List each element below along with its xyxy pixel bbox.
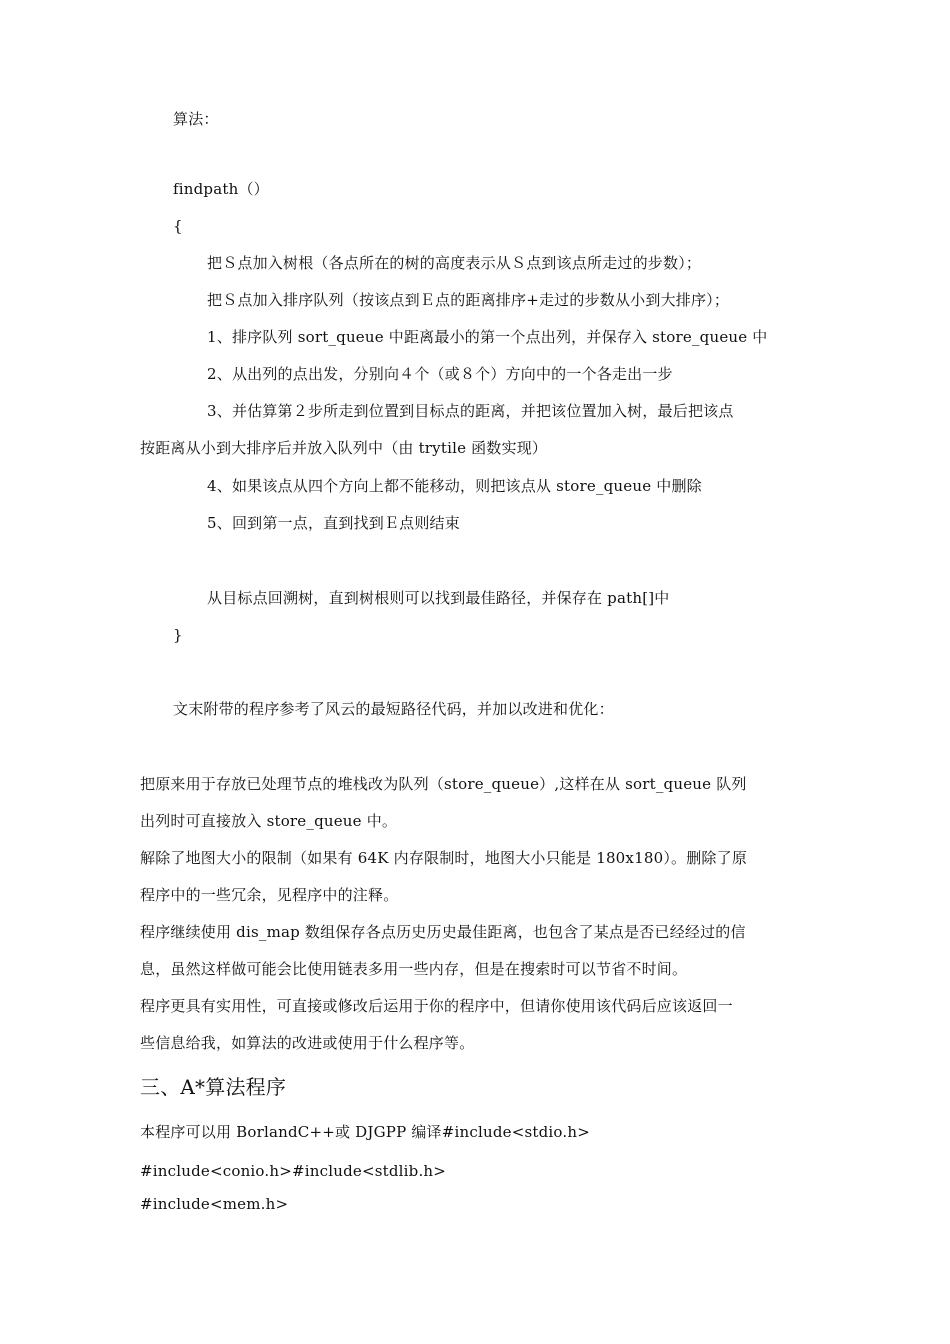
include-line-2: #include<mem.h> xyxy=(140,1195,289,1213)
paragraph-2-line-2: 程序中的一些冗余，见程序中的注释。 xyxy=(140,886,399,904)
include-line-1: #include<conio.h>#include<stdlib.h> xyxy=(140,1162,447,1180)
paragraph-1-line-2: 出列时可直接放入 store_queue 中。 xyxy=(140,812,398,830)
step-5: 5、回到第一点，直到找到Ｅ点则结束 xyxy=(207,514,460,532)
step-add-root: 把Ｓ点加入树根（各点所在的树的高度表示从Ｓ点到该点所走过的步数）； xyxy=(207,254,702,272)
paragraph-4-line-2: 些信息给我，如算法的改进或使用于什么程序等。 xyxy=(140,1034,475,1052)
section-heading: 三、A*算法程序 xyxy=(140,1075,287,1099)
open-brace: { xyxy=(173,217,183,235)
backtrack-step: 从目标点回溯树，直到树根则可以找到最佳路径，并保存在 path[]中 xyxy=(207,589,670,607)
paragraph-3-line-1: 程序继续使用 dis_map 数组保存各点历史历史最佳距离，也包含了某点是否已经经过的信 xyxy=(140,923,746,941)
paragraph-4-line-1: 程序更具有实用性，可直接或修改后运用于你的程序中，但请你使用该代码后应该返回一 xyxy=(140,997,733,1015)
reference-note: 文末附带的程序参考了风云的最短路径代码，并加以改进和优化： xyxy=(173,700,614,718)
compile-note: 本程序可以用 BorlandC++或 DJGPP 编译#include<stdio.h> xyxy=(140,1123,590,1141)
paragraph-2-line-1: 解除了地图大小的限制（如果有 64K 内存限制时，地图大小只能是 180x180）。删除了原 xyxy=(140,849,748,867)
step-1: 1、排序队列 sort_queue 中距离最小的第一个点出列，并保存入 store_queue 中 xyxy=(207,328,768,346)
step-3-line-1: 3、并估算第２步所走到位置到目标点的距离，并把该位置加入树，最后把该点 xyxy=(207,402,734,420)
step-3-line-2: 按距离从小到大排序后并放入队列中（由 trytile 函数实现） xyxy=(140,439,548,457)
paragraph-3-line-2: 息，虽然这样做可能会比使用链表多用一些内存，但是在搜索时可以节省不时间。 xyxy=(140,960,688,978)
paragraph-1-line-1: 把原来用于存放已处理节点的堆栈改为队列（store_queue）,这样在从 sort_queue 队列 xyxy=(140,775,747,793)
step-add-sort-queue: 把Ｓ点加入排序队列（按该点到Ｅ点的距离排序+走过的步数从小到大排序）； xyxy=(207,291,730,309)
function-signature: findpath（） xyxy=(173,180,269,198)
algorithm-label: 算法： xyxy=(173,110,219,128)
step-2: 2、从出列的点出发，分别向４个（或８个）方向中的一个各走出一步 xyxy=(207,365,673,383)
close-brace: } xyxy=(173,626,183,644)
step-4: 4、如果该点从四个方向上都不能移动，则把该点从 store_queue 中删除 xyxy=(207,477,702,495)
